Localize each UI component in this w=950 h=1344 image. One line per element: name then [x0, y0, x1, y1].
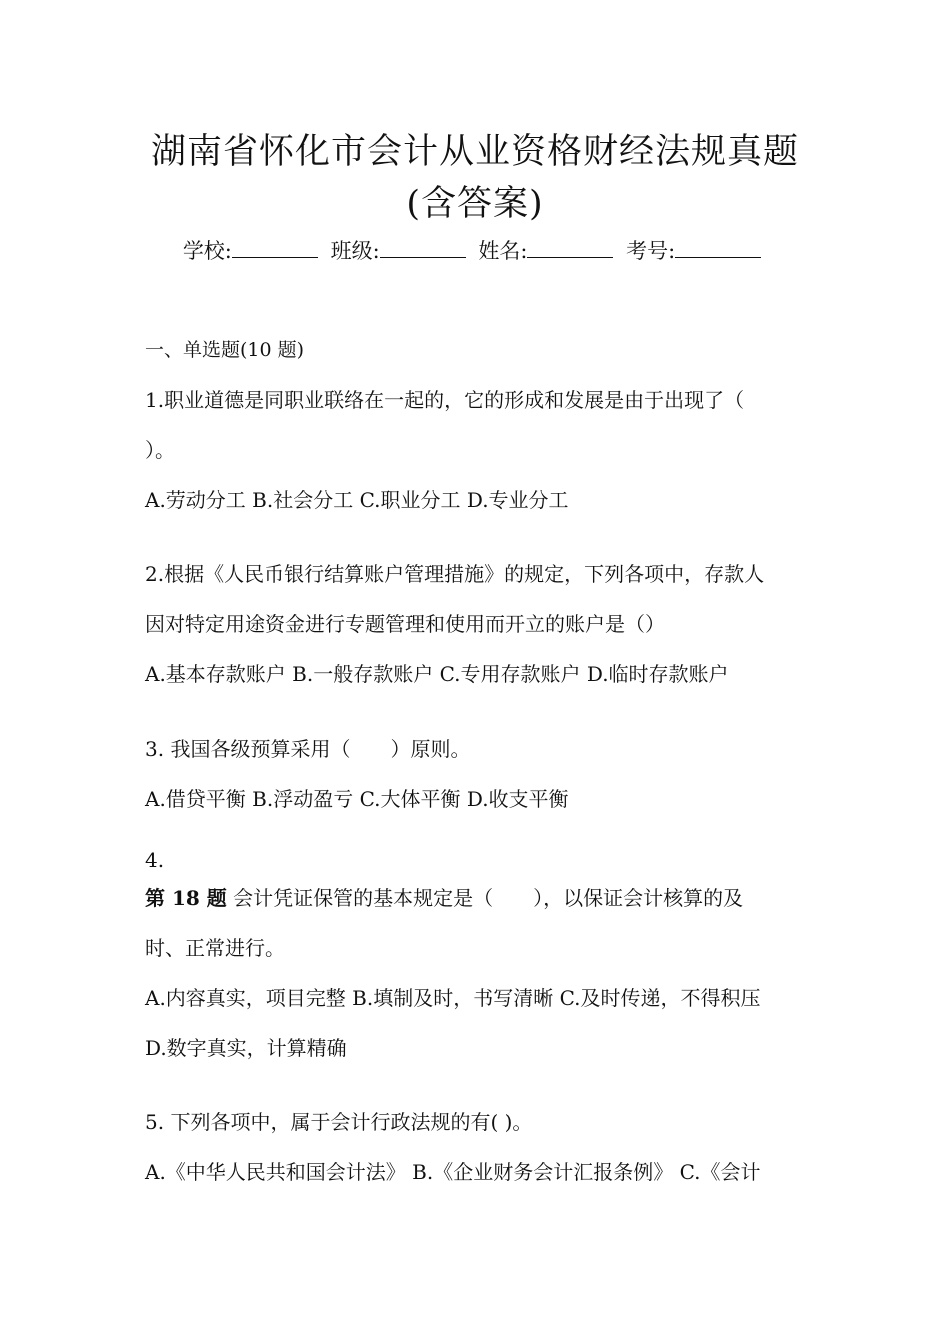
question-1-text-line-2: ）。 — [145, 438, 175, 462]
class-blank — [380, 237, 466, 258]
question-4-options-line-2: D.数字真实，计算精确 — [145, 1036, 347, 1060]
name-blank — [527, 237, 613, 258]
school-label: 学校: — [182, 239, 232, 263]
question-4-number: 4. — [145, 848, 165, 872]
document-subtitle: (含答案) — [406, 184, 544, 224]
document-title: 湖南省怀化市会计从业资格财经法规真题 — [150, 132, 799, 172]
question-5-options: A.《中华人民共和国会计法》 B.《企业财务会计汇报条例》 C.《会计 — [145, 1160, 761, 1184]
question-3-options: A.借贷平衡 B.浮动盈亏 C.大体平衡 D.收支平衡 — [145, 787, 569, 811]
question-2-text-line-2: 因对特定用途资金进行专题管理和使用而开立的账户是（） — [145, 612, 665, 636]
question-2-options: A.基本存款账户 B.一般存款账户 C.专用存款账户 D.临时存款账户 — [145, 662, 729, 686]
question-4-bold-prefix: 第 18 题 — [145, 886, 227, 910]
question-2-text-line-1: 2.根据《人民币银行结算账户管理措施》的规定，下列各项中，存款人 — [145, 562, 765, 586]
question-5-text: 5. 下列各项中，属于会计行政法规的有( )。 — [145, 1110, 533, 1134]
question-3-text: 3. 我国各级预算采用（ ）原则。 — [145, 737, 471, 761]
section-heading: 一、单选题(10 题) — [145, 339, 305, 361]
class-label: 班级: — [330, 239, 380, 263]
exam-id-blank — [675, 237, 761, 258]
name-label: 姓名: — [478, 239, 528, 263]
exam-id-label: 考号: — [626, 239, 676, 263]
question-4-text: 会计凭证保管的基本规定是（ ），以保证会计核算的及 — [226, 886, 744, 910]
question-4-text-line-2: 时、正常进行。 — [145, 936, 285, 960]
question-4-text-line-1 — [145, 884, 810, 912]
question-1-text-line-1: 1.职业道德是同职业联络在一起的，它的形成和发展是由于出现了（ — [145, 388, 745, 412]
question-4-options-line-1: A.内容真实，项目完整 B.填制及时，书写清晰 C.及时传递，不得积压 — [145, 986, 761, 1010]
question-1-options: A.劳动分工 B.社会分工 C.职业分工 D.专业分工 — [145, 488, 569, 512]
school-blank — [232, 237, 318, 258]
student-info-line — [0, 236, 950, 266]
